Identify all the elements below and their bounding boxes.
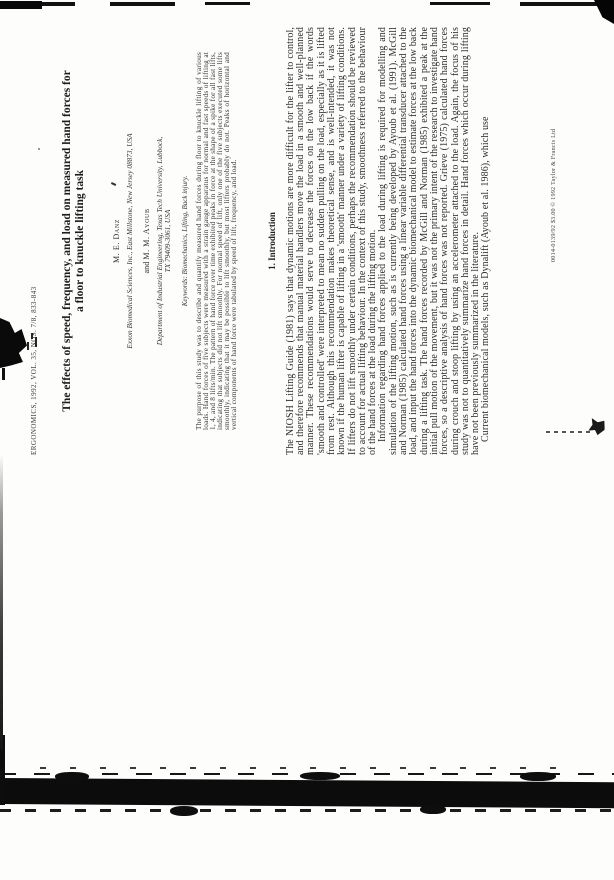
scan-ink-squiggle xyxy=(588,418,606,436)
scan-page-edge xyxy=(42,2,75,6)
scan-page-edge xyxy=(205,3,250,6)
scan-page-edge xyxy=(0,454,3,750)
scan-page-edge xyxy=(520,3,598,7)
article-page xyxy=(0,27,492,455)
section-heading-introduction: 1. Introduction xyxy=(266,212,277,270)
intro-paragraph-3: Current biomechanical models, such as Dynalift (Ayoub et al. 1986), which use xyxy=(480,116,492,442)
scan-ink-bump xyxy=(300,772,340,780)
scan-page-edge xyxy=(430,3,490,6)
introduction-body xyxy=(286,27,492,455)
affiliation-2-line1: Department of Industrial Engineering, Texas Tech University, Lubbock, xyxy=(154,136,164,346)
scan-corner-ink-blob xyxy=(594,0,614,24)
intro-paragraph-2: Information regarding hand forces applied to the load during lifting is required for modelling and simulation of the lifting motion, such as is currently being developed by Ayoub et al. (1991). McGill and Norman (1985) calculated hand forces using a linear variable differential transducer attached to the load, and input the hand forces into the dynamic biomechanical model to estimate forces at the low back during a lifting task. The hand forces recorded by McGill and Norman (1985) exhibited a peak at the initial pull motion of the movement, but it was not the primary intent of the research to investigate hand forces, so a descriptive analysis of hand forces was not reported. Grieve (1975) calculated hand forces during crouch and stoop lifting by using an accelerometer attached to the load. Again, the focus of his study was not to quantitatively summarize hand forces in detail. Hand forces which occur during lifting have not been previously summarized in the literature. xyxy=(377,27,482,455)
author-name-2 xyxy=(142,27,151,455)
author2-name: M. M. Ayoub xyxy=(141,208,151,260)
abstract-paragraph: The purpose of this study was to describe and quantify measured hand forces during floor to knuckle lifting of various loads. Hand forces of five subjects were measured with a strain gauge apparatus for normal and fast speeds of lifting at 1, 4, and 8 lifts/min. The pattern of hand force over time exhibited peaks in force at the shape of a spike for all fast lifts, indicating that subjects did not lift smoothly. For normal speed of lift, only one of the five subjects executed some lifts smoothly, indicating that it may be possible to lift smoothly, but most lifters probably do not. Peaks of horizontal and vertical components of hand force were tabulated by speed of lift, frequency, and load. xyxy=(194,52,238,430)
keywords-line: Keywords: Biomechanics, Lifting, Back injury. xyxy=(180,175,189,307)
intro-paragraph-1: The NIOSH Lifting Guide (1981) says that dynamic motions are more difficult for the lifter to control, and therefore recommends that manual material handlers move the load in a smooth and well-planned manner. These recommendations would serve to decrease the forces on the low back if the words 'smooth and controlled' were interpreted to mean no sudden pulling on the load, especially as it is lifted from rest. Although this recommendation makes theoretical sense, and is well-intended, it was not known if the human lifter is capable of lifting in a 'smooth' manner under a variety of lifting conditions. If lifters do not lift smoothly under certain conditions, perhaps the recommendation should be reviewed to account for actual lifting behaviour. In the context of this study, smoothness referred to the behaviour of the hand forces at the load during the lifting motion. xyxy=(284,27,379,455)
scan-ink-bump xyxy=(55,772,89,781)
article-title-line2: a floor to knuckle lifting task xyxy=(74,170,86,312)
affiliation-2 xyxy=(156,27,173,455)
affiliation-2-line2: TX 79409-3061, USA xyxy=(163,209,173,273)
copyright-footer: 0014-0139/92 $3.00 © 1992 Taylor & Francis Ltd xyxy=(550,128,557,262)
affiliation-1: Exxon Biomedical Sciences, Inc., East Millstone, New Jersey 08873, USA xyxy=(125,133,134,349)
scan-ink-bump xyxy=(520,772,556,781)
scan-gutter-streak xyxy=(0,810,614,813)
scan-gutter-streak xyxy=(40,768,580,770)
scan-dotted-mark xyxy=(546,432,590,434)
author-name-1: M. E. Danz xyxy=(112,218,121,264)
scan-gutter-smear xyxy=(0,778,614,808)
scan-ink-bump xyxy=(170,806,198,816)
scan-page-edge xyxy=(110,3,175,7)
author2-prefix: and xyxy=(141,259,151,274)
journal-header-line: ERGONOMICS, 1992, VOL. 35, NOS. 7/8, 833-843 xyxy=(30,286,38,455)
scan-page-edge xyxy=(0,1,42,9)
article-title-line1: The effects of speed, frequency, and load on measured hand forces for xyxy=(61,70,73,412)
scan-ink-bump xyxy=(420,805,446,814)
